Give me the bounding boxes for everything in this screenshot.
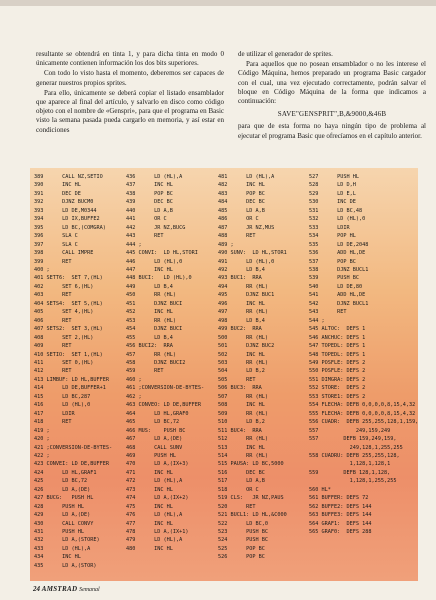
- code-line: 483 POP BC: [218, 190, 265, 197]
- code-line: 399 RET: [34, 258, 72, 265]
- code-line: 464 LD HL,GRAF0: [126, 410, 189, 417]
- code-line: 444 ;: [126, 241, 142, 248]
- code-line: 476 LD (HL),A: [126, 512, 183, 519]
- code-line: 413 LIMBUF: LD HL,BUFFER: [34, 376, 109, 383]
- code-line: 515 PAUSA: LD BC,5000: [218, 461, 284, 468]
- code-line: 510 LD B,2: [218, 419, 265, 426]
- code-line: 488 RET: [218, 233, 256, 240]
- code-line: 422 ;: [34, 452, 50, 459]
- code-line: 518 OR C: [218, 486, 259, 493]
- code-line: 435 LD A,(STOR): [34, 562, 97, 569]
- code-line: 546 ANCHUC: DEFS 1: [309, 334, 366, 341]
- code-line: 440 LD A,B: [126, 207, 173, 214]
- code-line: 536 ADD HL,DE: [309, 250, 366, 257]
- code-line: 402 SET 6,(HL): [34, 283, 94, 290]
- code-line: 410 SETIO: SET 1,(HL): [34, 351, 103, 358]
- code-line: 544 ;: [309, 317, 325, 324]
- code-line: 443 RET: [126, 233, 164, 240]
- code-line: 389 CALL NZ,SETIO: [34, 174, 103, 180]
- code-line: 434 INC HL: [34, 554, 81, 561]
- code-line: 448 BUCI: LD (HL),0: [126, 275, 192, 282]
- code-line: 555 FLECHA: DEFB 0,0,0,0,8,15,4,32: [309, 410, 416, 417]
- code-line: 393 LD DE,M0344: [34, 207, 97, 214]
- code-line: 499 BUC2: RRA: [218, 326, 262, 333]
- code-line: 513 INC HL: [218, 444, 265, 451]
- code-line: 502 INC HL: [218, 351, 265, 358]
- code-line: 491 LD (HL),0: [218, 258, 275, 265]
- code-line: 554 FLECHA: DEFB 0,0,0,0,8,15,4,32: [309, 402, 416, 409]
- code-line: 479 LD (HL),A: [126, 537, 183, 544]
- code-line: 463 CONVEO: LD DE,BUFFER: [126, 402, 201, 409]
- code-line: 529 LD E,L: [309, 190, 356, 197]
- code-line: 485 LD A,B: [218, 207, 265, 214]
- code-line: 474 LD A,(IX+2): [126, 495, 189, 502]
- code-line: 492 LD B,4: [218, 266, 265, 273]
- code-line: 465 LD BC,72: [126, 419, 180, 426]
- code-line: 411 SET 0,(HL): [34, 359, 94, 366]
- code-line: 396 SLA C: [34, 233, 78, 240]
- code-line: 401 SETT6: SET 7,(HL): [34, 275, 103, 282]
- code-line: 552 STORE: DEFS 2: [309, 385, 366, 392]
- code-line: 541 ADD HL,DE: [309, 292, 366, 299]
- code-line: 540 LD DE,80: [309, 283, 363, 290]
- code-line: 436 LD (HL),A: [126, 174, 183, 180]
- code-line: 520 RET: [218, 503, 256, 510]
- code-line: 556 CUADR: DEFB 255,255,128,1,159,: [309, 419, 418, 426]
- code-line: 519 CLS: JR NZ,PAUS: [218, 495, 284, 502]
- code-line: 394 LD IX,BUFFE2: [34, 216, 100, 223]
- code-line: 504 LD B,2: [218, 368, 265, 375]
- code-line: 459 RET: [126, 368, 164, 375]
- code-line: 527 PUSH HL: [309, 174, 359, 180]
- page-number: 24: [33, 585, 40, 593]
- code-line: 418 RET: [34, 419, 72, 426]
- code-line: 395 LD BC,(COMGRA): [34, 224, 106, 231]
- code-line: 420 ;: [34, 436, 50, 443]
- code-line: 562 BUFFE2: DEFS 144: [309, 503, 372, 510]
- code-line: 478 LD A,(IX+1): [126, 529, 189, 536]
- code-line: 501 DJNZ BUC2: [218, 343, 275, 350]
- code-line: 391 DEC DE: [34, 190, 81, 197]
- code-line: 503 RR (HL): [218, 359, 268, 366]
- listing-column-4: [309, 173, 418, 536]
- code-line: 480 INC HL: [126, 545, 173, 552]
- code-line: 561 BUFFER: DEFS 72: [309, 495, 369, 502]
- code-line: 453 RR (HL): [126, 317, 176, 324]
- page-top-strip: [0, 0, 436, 6]
- code-line: 392 DJNZ BUCM0: [34, 199, 94, 206]
- code-line: 408 SET 2,(HL): [34, 334, 94, 341]
- code-line: 455 LD B,4: [126, 334, 173, 341]
- code-line: 511 BUC4: RRA: [218, 427, 262, 434]
- code-line: 532 LD (HL),0: [309, 216, 366, 223]
- code-line: 506 BUC3: RRA: [218, 385, 262, 392]
- code-line: 497 RR (HL): [218, 309, 268, 316]
- code-line: 403 RET: [34, 292, 72, 299]
- code-line: 548 TOPEDL: DEFS 1: [309, 351, 366, 358]
- code-line: 424 LD HL,GRAF1: [34, 469, 97, 476]
- code-line: 560 HL*: [309, 486, 331, 493]
- code-line: 472 LD (HL),A: [126, 478, 183, 485]
- save-command: SAVE"GENSPRIT",B,&9000,&46B: [277, 110, 387, 119]
- magazine-name: AMSTRAD: [41, 585, 78, 593]
- code-line: 458 DJNZ BUCI2: [126, 359, 186, 366]
- code-line: 525 POP BC: [218, 545, 265, 552]
- code-line: 524 PUSH BC: [218, 537, 268, 544]
- code-line: 507 RR (HL): [218, 393, 268, 400]
- code-line: 508 INC HL: [218, 402, 265, 409]
- code-line: 454 DJNZ BUCI: [126, 326, 183, 333]
- code-line: 457 RR (HL): [126, 351, 176, 358]
- code-line: 452 INC HL: [126, 309, 173, 316]
- code-line: 521 BUCL1: LD HL,&C000: [218, 512, 287, 519]
- code-line: 425 LD BC,72: [34, 478, 88, 485]
- code-line: 526 POP BC: [218, 554, 265, 561]
- code-line: 559 DEFB 128,1,128,: [309, 469, 391, 476]
- code-line: 466 MUS: PUSH BC: [126, 427, 186, 434]
- code-line: 438 POP BC: [126, 190, 173, 197]
- code-line: 542 DJNZ BUCL1: [309, 300, 369, 307]
- code-line: 469 PUSH HL: [126, 452, 176, 459]
- listing-column-2: [126, 173, 204, 553]
- code-line: 539 PUSH BC: [309, 275, 359, 282]
- code-line: 523 PUSH BC: [218, 529, 268, 536]
- code-line: 494 RR (HL): [218, 283, 268, 290]
- code-line: 470 LD A,(IX+3): [126, 461, 189, 468]
- code-line: 528 LD D,H: [309, 182, 356, 189]
- paragraph: Para aquellos que no posean ensamblador o no les interese el Código Máquina, hemos preparado un programa Basic cargador con el cual, una vez ejecutado correctamente, podrán salvar el bloque en Código Máquina de la forma que indicamos a continuación:: [238, 60, 426, 106]
- code-line: 428 PUSH HL: [34, 503, 84, 510]
- code-line: 471 INC HL: [126, 469, 173, 476]
- code-line: 495 DJNZ BUC1: [218, 292, 275, 299]
- code-line: 493 BUC1: RRA: [218, 275, 262, 282]
- page-footer: [33, 585, 100, 593]
- code-line: 249,128,1,255,255: [309, 444, 403, 451]
- code-line: 460 ;: [126, 376, 142, 383]
- code-line: 557 DEFB 159,249,159,: [309, 436, 397, 443]
- assembler-listing: [30, 168, 418, 581]
- code-line: 505 RET: [218, 376, 256, 383]
- code-line: 486 OR C: [218, 216, 259, 223]
- code-line: 550 POSFLE: DEFS 2: [309, 368, 366, 375]
- code-line: 431 PUSH HL: [34, 529, 84, 536]
- code-line: 416 LD (HL),0: [34, 402, 91, 409]
- code-line: 406 RET: [34, 317, 72, 324]
- code-line: 417 LDIR: [34, 410, 75, 417]
- code-line: 517 LD A,B: [218, 478, 265, 485]
- code-line: 489 ;: [218, 241, 234, 248]
- code-line: 558 CUADRU: DEFB 255,255,128,: [309, 452, 400, 459]
- code-line: 498 LD B,4: [218, 317, 265, 324]
- code-line: 563 BUFFE3: DEFS 144: [309, 512, 372, 519]
- code-line: 445 CONVI: LD HL,STORI: [126, 250, 198, 257]
- code-line: 534 POP HL: [309, 233, 356, 240]
- code-line: 512 RR (HL): [218, 436, 268, 443]
- paragraph: para que de esta forma no haya ningún tipo de problema al ejecutar el programa Basic que ofrecíamos en el capítulo anterior.: [238, 122, 426, 140]
- code-line: 500 RR (HL): [218, 334, 268, 341]
- code-line: 409 RET: [34, 343, 72, 350]
- code-line: 1,128,1,255,255: [309, 478, 397, 485]
- article-column-right: [238, 50, 426, 142]
- code-line: 456 BUCI2: RRA: [126, 343, 173, 350]
- code-line: 535 LD DE,2048: [309, 241, 369, 248]
- code-line: 421 ;CONVERSION-DE-BYTES-: [34, 444, 113, 451]
- code-line: 522 LD BC,0: [218, 520, 268, 527]
- code-line: 473 INC HL: [126, 486, 173, 493]
- paragraph: de utilizar el generador de sprites.: [238, 50, 333, 58]
- code-line: 516 DEC BC: [218, 469, 265, 476]
- code-line: 531 LD BC,48: [309, 207, 363, 214]
- code-line: 398 CALL IMPRE: [34, 250, 94, 257]
- code-line: 514 RR (HL): [218, 452, 268, 459]
- code-line: 551 DIMGRA: DEFS 2: [309, 376, 366, 383]
- code-line: 538 DJNZ BUCL1: [309, 266, 369, 273]
- code-line: 423 CONVEI: LD DE,BUFFER: [34, 461, 109, 468]
- code-line: 405 SET 4,(HL): [34, 309, 94, 316]
- code-line: 482 INC HL: [218, 182, 265, 189]
- code-line: 447 INC HL: [126, 266, 173, 273]
- paragraph: Con todo lo visto hasta el momento, deberemos ser capaces de generar nuestros propios sprites.: [36, 69, 224, 87]
- paragraph: resultante se obtendrá en tinta 1, y para dicha tinta en modo 0 únicamente contienen información los dos bits superiores.: [36, 50, 224, 68]
- code-line: 437 INC HL: [126, 182, 173, 189]
- code-line: 404 SETS4: SET 5,(HL): [34, 300, 103, 307]
- code-line: 533 LDIR: [309, 224, 350, 231]
- code-line: 1,128,1,128,1: [309, 461, 391, 468]
- code-line: 451 DJNZ BUCI: [126, 300, 183, 307]
- code-line: 446 LD (HL),0: [126, 258, 183, 265]
- code-line: 439 DEC BC: [126, 199, 173, 206]
- code-line: 426 LD A,(DE): [34, 486, 91, 493]
- code-line: 433 LD (HL),A: [34, 545, 91, 552]
- code-line: 462 ;: [126, 393, 142, 400]
- code-line: 530 INC DE: [309, 199, 356, 206]
- code-line: 442 JR NZ,BUCG: [126, 224, 186, 231]
- code-line: 537 POP BC: [309, 258, 356, 265]
- code-line: 427 BUCG: PUSH HL: [34, 495, 94, 502]
- code-line: 557 249,159,249: [309, 427, 391, 434]
- issue-label: Semanal: [79, 587, 100, 593]
- code-line: 429 LD A,(DE): [34, 512, 91, 519]
- code-line: 484 DEC BC: [218, 199, 265, 206]
- listing-column-3: [218, 173, 287, 562]
- listing-column-1: [34, 173, 112, 570]
- code-line: 415 LD BC,287: [34, 393, 91, 400]
- code-line: 461 ;CONVERSION-DE-BYTES-: [126, 385, 205, 392]
- code-line: 407 SETS2: SET 3,(HL): [34, 326, 103, 333]
- code-line: 487 JR NZ,MUS: [218, 224, 275, 231]
- code-line: 450 RR (HL): [126, 292, 176, 299]
- code-line: 545 ALTOC: DEFS 1: [309, 326, 366, 333]
- code-line: 475 INC HL: [126, 503, 173, 510]
- code-line: 477 INC HL: [126, 520, 173, 527]
- code-line: 564 GRAF1: DEFS 144: [309, 520, 372, 527]
- code-line: 467 LD A,(DE): [126, 436, 183, 443]
- code-line: 553 STORE1: DEFS 2: [309, 393, 366, 400]
- code-line: 547 TOPEDL: DEFS 1: [309, 343, 366, 350]
- code-line: 430 CALL CONVY: [34, 520, 94, 527]
- code-line: 441 OR C: [126, 216, 167, 223]
- code-line: 481 LD (HL),A: [218, 174, 275, 180]
- code-line: 543 RET: [309, 309, 347, 316]
- code-line: 468 CALL SUNV: [126, 444, 183, 451]
- code-line: 549 POSFLE: DEFS 2: [309, 359, 366, 366]
- code-line: 565 GRAF0: DEFS 288: [309, 529, 372, 536]
- code-line: 432 LD A,(STORE): [34, 537, 100, 544]
- code-line: 414 LD DE,BUFFER+1: [34, 385, 106, 392]
- article-column-left: [36, 50, 224, 136]
- code-line: 400 ;: [34, 266, 50, 273]
- paragraph: Para ello, únicamente se deberá copiar el listado ensamblador que aparece al final del artículo, y salvarlo en disco como código objeto con el nombre de «Genspri», para que el programa en Basic visto la semana pasada pueda cargarlo en memoria, y así estar en condiciones: [36, 88, 224, 134]
- code-line: 419 ;: [34, 427, 50, 434]
- code-line: 449 LD B,4: [126, 283, 173, 290]
- code-line: 496 INC HL: [218, 300, 265, 307]
- code-line: 412 RET: [34, 368, 72, 375]
- code-line: 397 SLA C: [34, 241, 78, 248]
- code-line: 509 RR (HL): [218, 410, 268, 417]
- code-line: 490 SUNV: LD HL,STOR1: [218, 250, 287, 257]
- code-line: 390 INC HL: [34, 182, 81, 189]
